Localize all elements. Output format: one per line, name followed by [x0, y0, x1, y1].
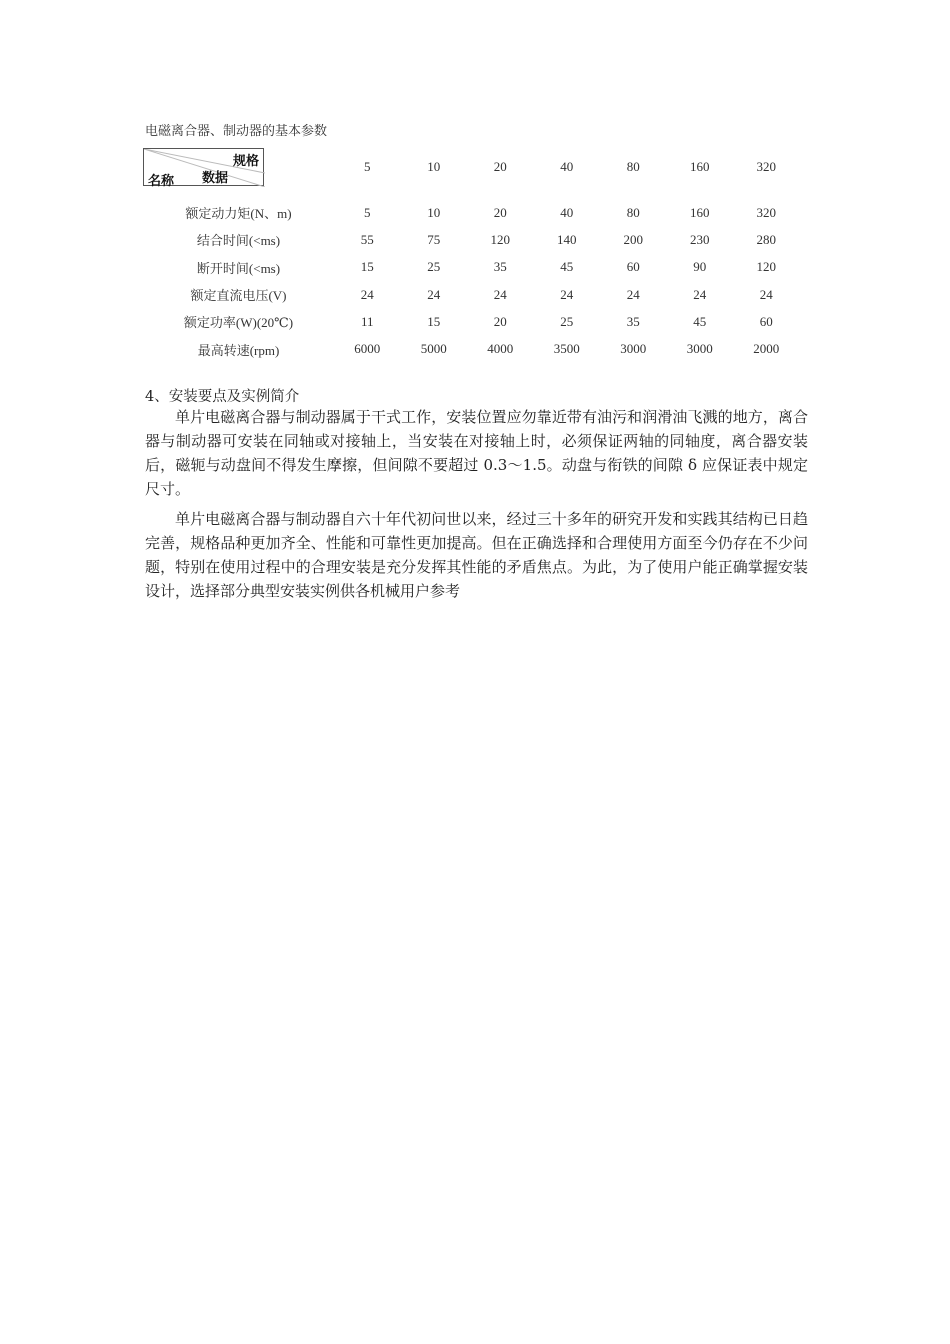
diagonal-header — [143, 148, 264, 189]
corner-label-data: 数据 — [202, 171, 229, 186]
table-cell: 25 — [560, 313, 574, 329]
section-heading: 4、安装要点及实例简介 — [145, 389, 300, 405]
table-row — [143, 254, 800, 281]
table-row — [143, 199, 800, 226]
corner-label-spec: 规格 — [232, 154, 259, 169]
row-name: 断开时间(<ms) — [196, 260, 281, 276]
table-spacer-row — [143, 188, 800, 199]
table-row — [143, 335, 800, 362]
table-cell: 3000 — [686, 341, 713, 357]
table-cell: 140 — [557, 231, 577, 247]
table-header-row — [143, 146, 800, 188]
table-cell: 45 — [560, 259, 574, 275]
table-row — [143, 281, 800, 308]
table-cell: 60 — [759, 313, 773, 329]
table-cell: 5000 — [420, 341, 447, 357]
corner-label-name: 名称 — [148, 174, 175, 189]
header-cell: 20 — [493, 159, 507, 174]
table-cell: 120 — [756, 259, 776, 275]
table-row — [143, 226, 800, 253]
header-cell: 10 — [427, 159, 441, 174]
table-cell: 24 — [626, 286, 640, 302]
table-cell: 120 — [490, 231, 510, 247]
table-cell: 2000 — [753, 341, 780, 357]
table-cell: 24 — [560, 286, 574, 302]
table-cell: 55 — [360, 231, 374, 247]
table-cell: 40 — [560, 204, 574, 220]
table-cell: 24 — [493, 286, 507, 302]
table-cell: 25 — [427, 259, 441, 275]
table-cell: 24 — [427, 286, 441, 302]
table-cell: 90 — [693, 259, 707, 275]
row-name: 最高转速(rpm) — [197, 342, 280, 358]
table-cell: 35 — [493, 259, 507, 275]
table-cell: 24 — [693, 286, 707, 302]
table-cell: 80 — [626, 204, 640, 220]
table-cell: 280 — [756, 231, 776, 247]
header-cell: 320 — [756, 159, 776, 174]
table-cell: 15 — [427, 313, 441, 329]
table-cell: 24 — [759, 286, 773, 302]
table-cell: 75 — [427, 231, 441, 247]
header-cell: 80 — [626, 159, 640, 174]
table-cell: 3000 — [620, 341, 647, 357]
header-cell: 5 — [364, 159, 371, 174]
row-name: 额定功率(W)(20℃) — [183, 315, 294, 331]
table-cell: 230 — [690, 231, 710, 247]
table-cell: 320 — [756, 204, 776, 220]
row-name: 结合时间(<ms) — [196, 233, 281, 249]
row-name: 额定动力矩(N、m) — [185, 206, 292, 222]
table-row — [143, 308, 800, 335]
table-cell: 4000 — [487, 341, 514, 357]
table-cell: 24 — [360, 286, 374, 302]
table-cell: 20 — [493, 313, 507, 329]
table-cell: 200 — [623, 231, 643, 247]
row-name: 额定直流电压(V) — [190, 288, 287, 304]
table-cell: 3500 — [553, 341, 580, 357]
parameter-table — [143, 146, 800, 363]
table-cell: 60 — [626, 259, 640, 275]
table-cell: 11 — [360, 313, 374, 329]
table-corner-cell — [143, 146, 334, 188]
table-cell: 45 — [693, 313, 707, 329]
table-cell: 15 — [360, 259, 374, 275]
table-cell: 6000 — [354, 341, 381, 357]
table-cell: 5 — [364, 204, 371, 220]
body-paragraph: 单片电磁离合器与制动器属于干式工作，安装位置应勿靠近带有油污和润滑油飞溅的地方，离合器与制动器可安装在同轴或对接轴上，当安装在对接轴上时，必须保证两轴的同轴度，离合器安装后，磁轭与动盘间不得发生摩擦，但间隙不要超过 0.3～1.5。动盘与衔铁的间隙 δ 应保证表中规定尺寸。 — [145, 408, 808, 498]
table-cell: 10 — [427, 204, 441, 220]
table-cell: 35 — [626, 313, 640, 329]
header-cell: 160 — [690, 159, 710, 174]
table-cell: 20 — [493, 204, 507, 220]
header-cell: 40 — [560, 159, 574, 174]
table-caption: 电磁离合器、制动器的基本参数 — [145, 124, 328, 139]
table-cell: 160 — [690, 204, 710, 220]
body-paragraph: 单片电磁离合器与制动器自六十年代初问世以来，经过三十多年的研究开发和实践其结构已日趋完善，规格品种更加齐全、性能和可靠性更加提高。但在正确选择和合理使用方面至今仍存在不少问题，特别在使用过程中的合理安装是充分发挥其性能的矛盾焦点。为此，为了使用户能正确掌握安装设计，选择部分典型安装实例供各机械用户参考 — [145, 510, 808, 600]
